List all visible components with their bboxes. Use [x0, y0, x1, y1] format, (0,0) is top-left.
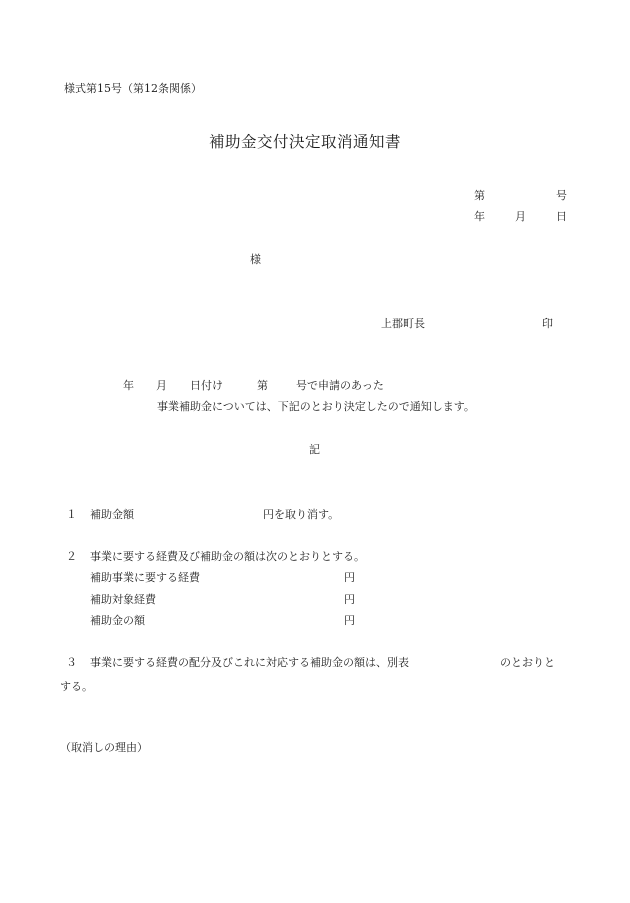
- addressee-suffix: 様: [250, 253, 261, 266]
- item3-number: ３: [66, 656, 77, 669]
- reference-number-suffix: 号で申請のあった: [296, 379, 384, 392]
- item1-number: １: [66, 508, 77, 521]
- item2-row-unit: 円: [344, 614, 355, 627]
- item2-number: ２: [66, 550, 77, 563]
- issuer-name: 上郡町長: [381, 317, 425, 330]
- item2-row-unit: 円: [344, 571, 355, 584]
- form-number: 様式第15号（第12条関係）: [64, 82, 202, 95]
- date-year: 年: [474, 210, 485, 223]
- item2-row-label: 補助金の額: [90, 614, 145, 627]
- reference-number-prefix: 第: [257, 379, 268, 392]
- document-title: 補助金交付決定取消通知書: [209, 133, 402, 151]
- item2-row-unit: 円: [344, 593, 355, 606]
- reference-year: 年: [123, 379, 134, 392]
- item3-text-part2: のとおりと: [500, 656, 555, 669]
- reference-month: 月: [156, 379, 167, 392]
- reference-day: 日付け: [190, 379, 223, 392]
- body-text: 事業補助金については、下記のとおり決定したので通知します。: [157, 400, 475, 413]
- reason-label: （取消しの理由）: [60, 741, 148, 754]
- doc-number-suffix: 号: [556, 189, 567, 202]
- issuer-seal: 印: [542, 317, 553, 330]
- doc-number-prefix: 第: [474, 189, 485, 202]
- item1-label: 補助金額: [90, 508, 134, 521]
- item1-text: 円を取り消す。: [263, 508, 340, 521]
- item3-text-part1: 事業に要する経費の配分及びこれに対応する補助金の額は、別表: [90, 656, 409, 669]
- date-month: 月: [515, 210, 526, 223]
- ki-heading: 記: [309, 443, 320, 456]
- item2-row-label: 補助対象経費: [90, 593, 156, 606]
- item2-text: 事業に要する経費及び補助金の額は次のとおりとする。: [90, 550, 365, 563]
- item2-row-label: 補助事業に要する経費: [90, 571, 200, 584]
- item3-text-line2: する。: [60, 680, 93, 693]
- date-day: 日: [556, 210, 567, 223]
